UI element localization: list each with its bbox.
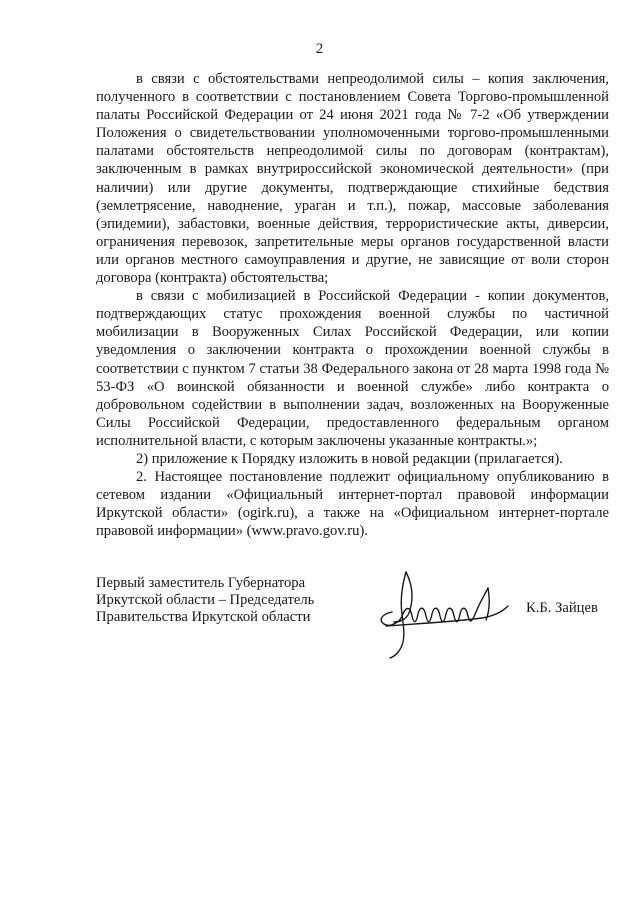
signatory-name: К.Б. Зайцев: [526, 600, 598, 616]
signatory-title-line: Первый заместитель Губернатора: [96, 575, 306, 591]
document-body: [96, 70, 609, 540]
page-number: 2: [315, 41, 324, 57]
signatory-title-line: Правительства Иркутской области: [96, 609, 311, 625]
paragraph-publication: 2. Настоящее постановление подлежит официальному опубликованию в сетевом издании «Официальный интернет-портал правовой информации Иркутской области» (ogirk.ru), а также на «Официальном интернет-портале правовой информации» (www.pravo.gov.ru).: [96, 469, 609, 540]
handwritten-signature: [372, 566, 522, 666]
paragraph-force-majeure: в связи с обстоятельствами непреодолимой силы – копия заключения, полученного в соответствии с постановлением Совета Торгово-промышленной палаты Российской Федерации от 24 июня 2021 года № 7-2 «Об утверждении Положения о свидетельствовании уполномоченными торгово-промышленными палатами обстоятельств непреодолимой силы по договорам (контрактам), заключенным в рамках внутрироссийской экономической деятельности» (при наличии) или другие документы, подтверждающие стихийные бедствия (землетрясение, наводнение, ураган и т.п.), пожар, массовые заболевания (эпидемии), забастовки, военные действия, террористические акты, диверсии, ограничения перевозок, запретительные меры органов государственной власти или органов местного самоуправления и другие, не зависящие от воли сторон договора (контракта) обстоятельства;: [96, 71, 609, 287]
paragraph-appendix: 2) приложение к Порядку изложить в новой редакции (прилагается).: [136, 450, 563, 467]
signatory-title: [96, 575, 314, 626]
signatory-title-line: Иркутской области – Председатель: [96, 592, 315, 608]
paragraph-mobilization: в связи с мобилизацией в Российской Федерации - копии документов, подтверждающих статус прохождения военной службы по частичной мобилизации в Вооруженных Силах Российской Федерации, или копии уведомления о заключении контракта о прохождении военной службы в соответствии с пунктом 7 статьи 38 Федерального закона от 28 марта 1998 года № 53-ФЗ «О воинской обязанности и военной службе» либо контракта о добровольном содействии в выполнении задач, возложенных на Вооруженные Силы Российской Федерации, предоставленного федеральным органом исполнительной власти, с которым заключены указанные контракты.»;: [96, 288, 609, 449]
